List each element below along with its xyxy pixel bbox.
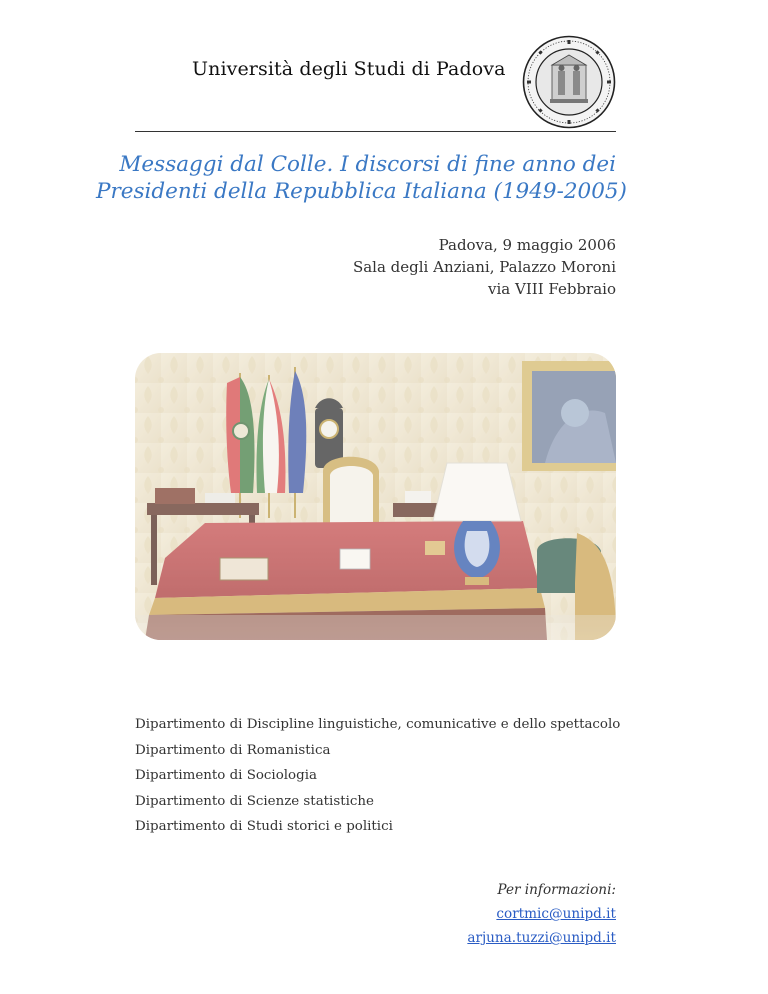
department-item: Dipartimento di Discipline linguistiche, comunicative e dello spettacolo <box>135 717 621 732</box>
department-item: Dipartimento di Romanistica <box>135 742 331 758</box>
event-details <box>353 234 616 300</box>
event-title-line1: Messaggi dal Colle. I discorsi di fine anno dei <box>119 152 616 177</box>
department-item: Dipartimento di Studi storici e politici <box>135 819 393 834</box>
email-link-cortmic[interactable]: cortmic@unipd.it <box>496 906 616 922</box>
university-name: Università degli Studi di Padova <box>192 58 506 80</box>
event-street: via VIII Febbraio <box>488 280 616 298</box>
event-title-line2: Presidenti della Repubblica Italiana (1949-2005) <box>96 179 627 204</box>
contact-label: Per informazioni: <box>497 882 616 898</box>
header-divider <box>135 131 616 132</box>
event-title <box>96 151 627 205</box>
event-place-date: Padova, 9 maggio 2006 <box>438 236 616 254</box>
department-item: Dipartimento di Scienze statistiche <box>135 793 374 809</box>
contact-info <box>467 878 616 950</box>
email-link-tuzzi[interactable]: arjuna.tuzzi@unipd.it <box>467 930 616 946</box>
department-list <box>135 712 620 840</box>
presidential-office-photo <box>135 353 616 640</box>
university-seal-icon <box>522 35 616 129</box>
department-item: Dipartimento di Sociologia <box>135 768 317 783</box>
event-venue: Sala degli Anziani, Palazzo Moroni <box>352 258 616 276</box>
